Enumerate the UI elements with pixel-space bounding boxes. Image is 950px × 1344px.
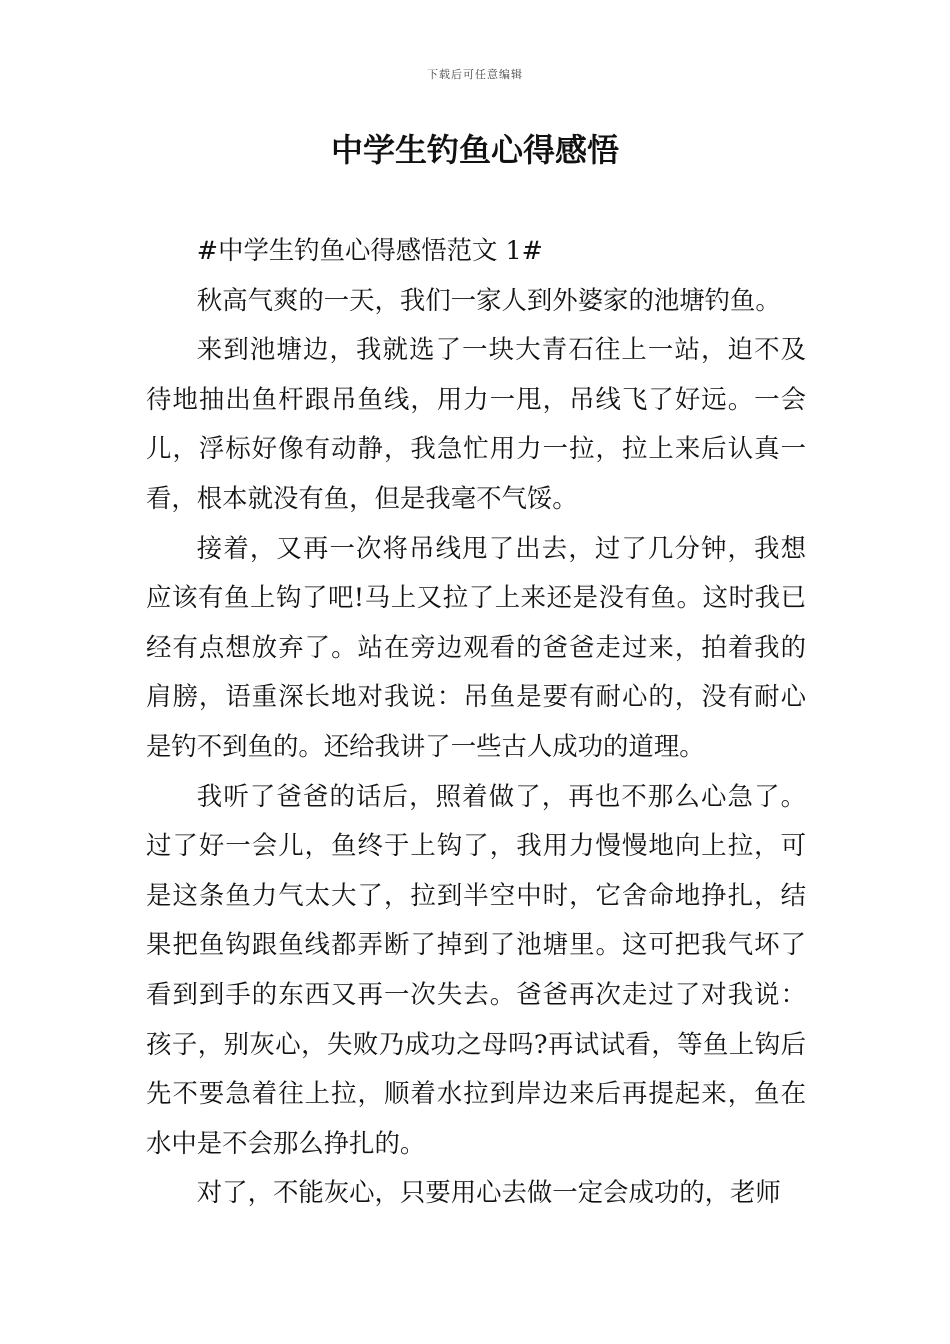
paragraph: 秋高气爽的一天，我们一家人到外婆家的池塘钓鱼。 [196,284,781,315]
paragraph: 我听了爸爸的话后，照着做了，再也不那么心急了。过了好一会儿，鱼终于上钩了，我用力慢慢地向上拉，可是这条鱼力气太大了，拉到半空中时，它舍命地挣扎，结果把鱼钩跟鱼线都弄断了掉到了池塘里。这可把我气坏了看到到手的东西又再一次失去。爸爸再次走过了对我说：孩子，别灰心，失败乃成功之母吗?再试试看，等鱼上钩后先不要急着往上拉，顺着水拉到岸边来后再提起来，鱼在水中是不会那么挣扎的。 [146,780,806,1158]
paragraph-heading: #中学生钓鱼心得感悟范文 1# [196,235,543,265]
paragraph: 对了，不能灰心，只要用心去做一定会成功的，老师 [196,1177,781,1208]
header-note: 下载后可任意编辑 [427,68,523,81]
paragraph: 来到池塘边，我就选了一块大青石往上一站，迫不及待地抽出鱼杆跟吊鱼线，用力一甩，吊线飞了好远。一会儿，浮标好像有动静，我急忙用力一拉，拉上来后认真一看，根本就没有鱼，但是我毫不气馁。 [146,334,806,513]
document-title: 中学生钓鱼心得感悟 [330,131,619,169]
document-body [146,226,806,1218]
paragraph: 接着，又再一次将吊线甩了出去，过了几分钟，我想应该有鱼上钩了吧!马上又拉了上来还是没有鱼。这时我已经有点想放弃了。站在旁边观看的爸爸走过来，拍着我的肩膀，语重深长地对我说：吊鱼是要有耐心的，没有耐心是钓不到鱼的。还给我讲了一些古人成功的道理。 [146,532,806,761]
